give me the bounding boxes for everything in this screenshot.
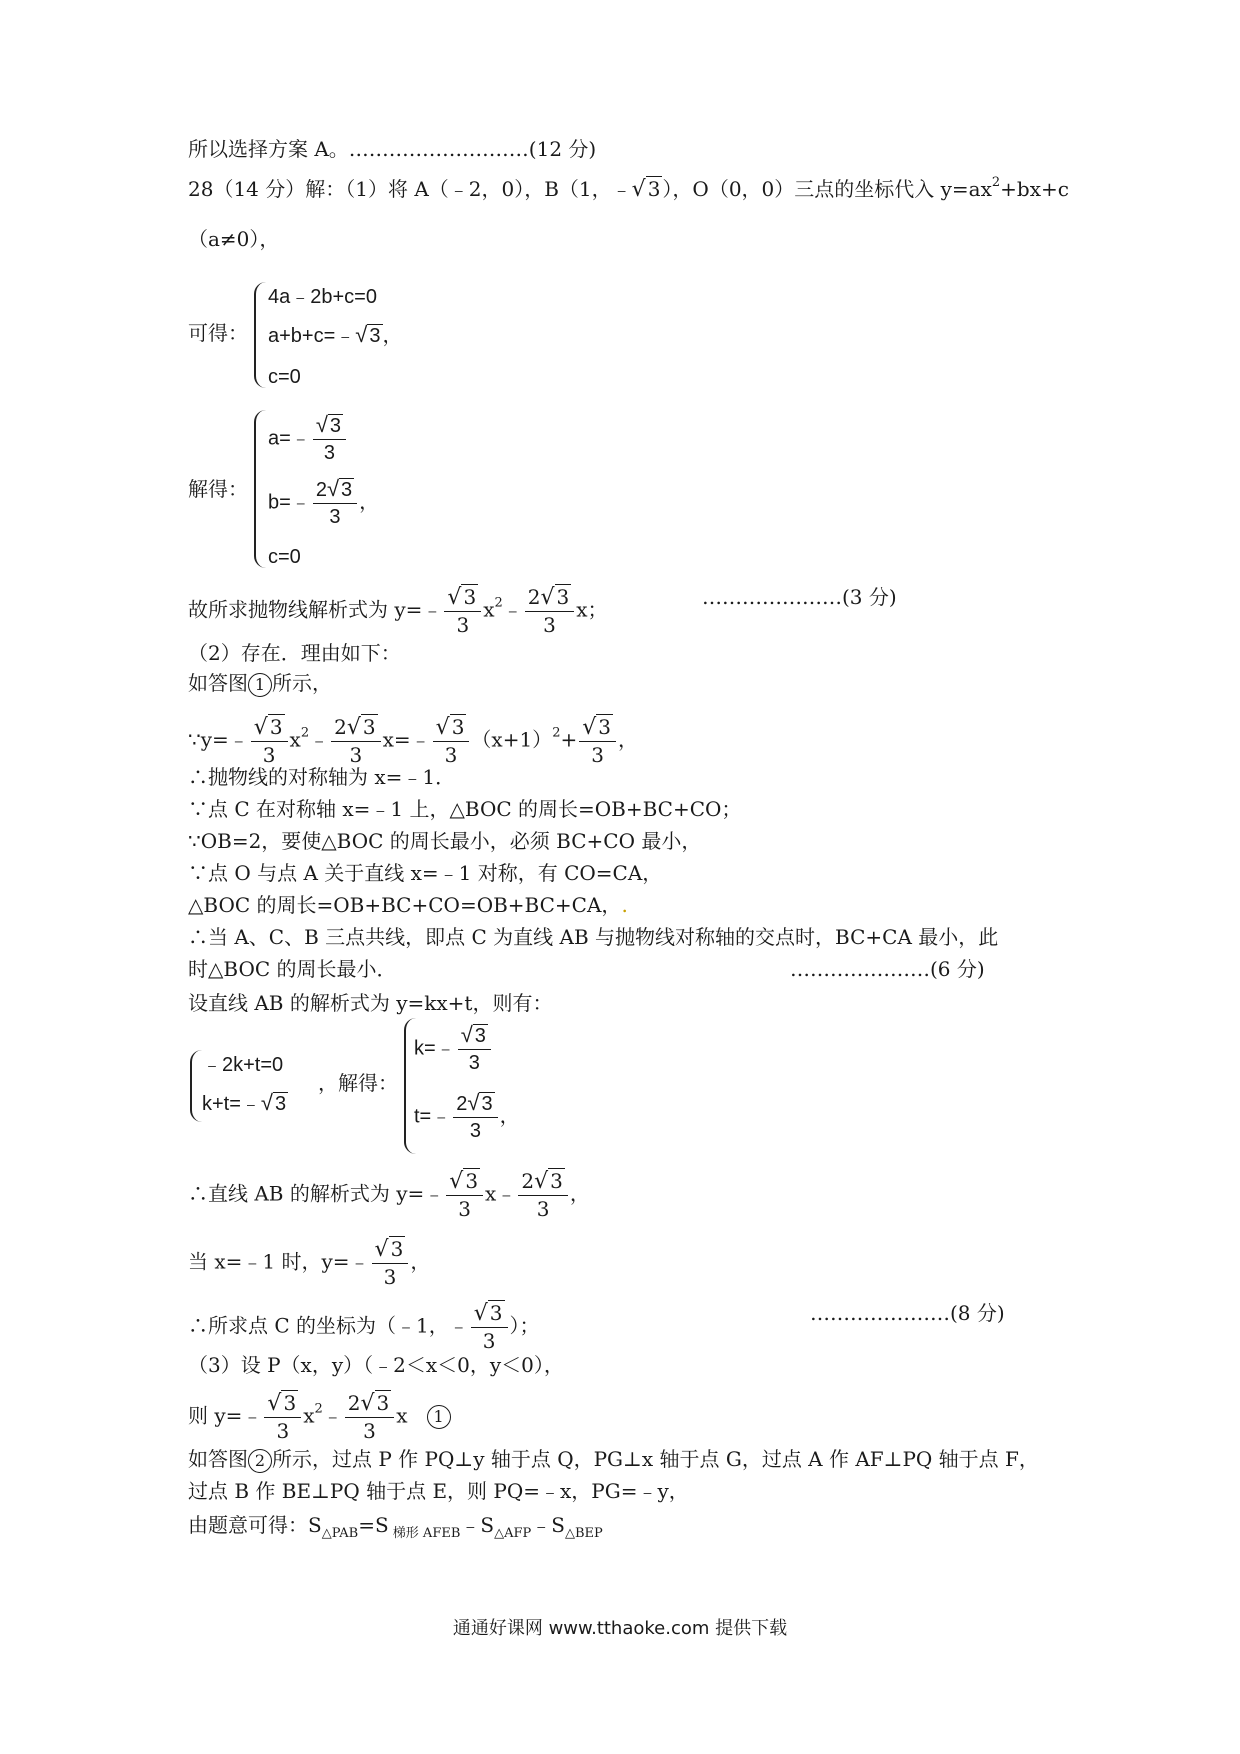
condition-a-nonzero: （a≠0），	[188, 227, 280, 251]
equation-3: c=0	[268, 366, 301, 388]
circled-number-1: 1	[248, 673, 272, 697]
symmetry-statement: ∵点 O 与点 A 关于直线 x=﹣1 对称，有 CO=CA，	[188, 861, 663, 885]
left-brace	[190, 1050, 202, 1122]
score-8: …………………(8 分)	[810, 1301, 1005, 1325]
point-c-on-axis: ∵点 C 在对称轴 x=﹣1 上，△BOC 的周长=OB+BC+CO；	[188, 797, 742, 821]
set-line-ab: 设直线 AB 的解析式为 y=kx+t，则有：	[188, 991, 553, 1015]
label-keyi: 可得：	[188, 321, 248, 345]
equation-2: a+b+c=﹣√ 3 ，	[268, 322, 403, 347]
solution-b: b=﹣ $\frac{2√ 3}{3}$ ，	[268, 476, 380, 528]
line-conclusion-a: 所以选择方案 A。………………………(12 分)	[188, 137, 597, 161]
area-relation: 由题意可得：$S_{\triangle PAB}=S$ $_{梯形 AFEB}﹣S_{\triangle AFP}﹣S_{\triangle BEP}$	[188, 1513, 603, 1541]
label-jiede: 解得：	[188, 477, 248, 501]
ob-equals-2: ∵OB=2，要使△BOC 的周长最小，必须 BC+CO 最小，	[188, 829, 702, 853]
score-6: …………………(6 分)	[790, 957, 985, 981]
part3-heading: （3）设 P（x，y）（﹣2＜x＜0，y＜0），	[188, 1353, 564, 1377]
k-solution: k=﹣ $\frac{√ 3}{3}$	[414, 1022, 493, 1076]
sqrt-expr: √ 3	[631, 177, 661, 202]
left-brace	[254, 410, 266, 568]
page-footer: 通通好课网 www.tthaoke.com 提供下载	[452, 1618, 788, 1639]
problem-28-statement: 28（14 分）解：（1）将 A（﹣2，0），B（1，﹣√ 3 ），O（0，0）三点的坐标代入 $y=ax^2+bx+c$	[188, 175, 1069, 202]
text: 28（14 分）解：（1）将 A（﹣2，0），B（1，﹣	[188, 177, 632, 201]
solution-a: a=﹣ $\frac{√ 3}{3}$	[268, 412, 348, 466]
coordinate-c: ∴所求点 C 的坐标为（﹣1，﹣ $\frac{√ 3}{3}$ ）；	[188, 1301, 540, 1353]
text: ），O（0，0）三点的坐标代入 y=ax	[662, 177, 992, 201]
be-perpendicular: 过点 B 作 BE⊥PQ 轴于点 E，则 PQ=﹣x，PG=﹣y，	[188, 1479, 689, 1503]
when-x-neg1: 当 x=﹣1 时，y=﹣ $\frac{√ 3}{3}$ ，	[188, 1237, 431, 1289]
vertex-form: ∵y=﹣ $\frac{√ 3}{3}$ $x^2﹣$ $\frac{2√ 3}{3}$ x=﹣ $\frac{√ 3}{3}$ $(x+1)^2+$ $\frac{√ 3}{3}$ ，	[188, 715, 638, 767]
score-3: …………………(3 分)	[702, 585, 897, 609]
collinear-statement: ∴当 A、C、B 三点共线，即点 C 为直线 AB 与抛物线对称轴的交点时，BC+CA 最小，此	[188, 925, 999, 949]
circled-number-2: 2	[248, 1449, 272, 1473]
kt-equation-2: k+t=﹣√ 3	[202, 1090, 287, 1115]
left-brace	[254, 282, 266, 388]
perimeter-statement: △BOC 的周长=OB+BC+CO=OB+BC+CA，.	[188, 893, 628, 917]
parabola-result: 故所求抛物线解析式为 y=﹣ $\frac{√ 3}{3}$ $x^2﹣$ $\frac{2√ 3}{3}$ x；	[188, 585, 608, 637]
p-on-parabola: 则 y=﹣ $\frac{√ 3}{3}$ $x^2﹣$ $\frac{2√ 3}{3}$ x 1	[188, 1390, 451, 1444]
line-ab-equation: ∴直线 AB 的解析式为 y=﹣ $\frac{√ 3}{3}$ x﹣ $\frac{2√ 3}{3}$ ，	[188, 1169, 590, 1221]
kt-jiede: ，解得：	[318, 1071, 398, 1095]
kt-equation-1: ﹣2k+t=0	[202, 1054, 284, 1076]
see-figure-1: 如答图 1 所示，	[188, 671, 332, 695]
circled-number-1: 1	[427, 1405, 451, 1429]
solution-c: c=0	[268, 546, 301, 568]
t-solution: t=﹣ $\frac{2√ 3}{3}$ ，	[414, 1090, 520, 1142]
text: +bx+c	[1000, 177, 1069, 201]
part2-heading: （2）存在．理由如下：	[188, 641, 401, 665]
min-perimeter: 时△BOC 的周长最小．	[188, 957, 397, 981]
axis-of-symmetry: ∴抛物线的对称轴为 x=﹣1．	[188, 765, 456, 789]
equation-1: 4a﹣2b+c=0	[268, 286, 377, 308]
see-figure-2: 如答图 2 所示，过点 P 作 PQ⊥y 轴于点 Q，PG⊥x 轴于点 G，过点 A 作 AF⊥PQ 轴于点 F，	[188, 1447, 1039, 1471]
